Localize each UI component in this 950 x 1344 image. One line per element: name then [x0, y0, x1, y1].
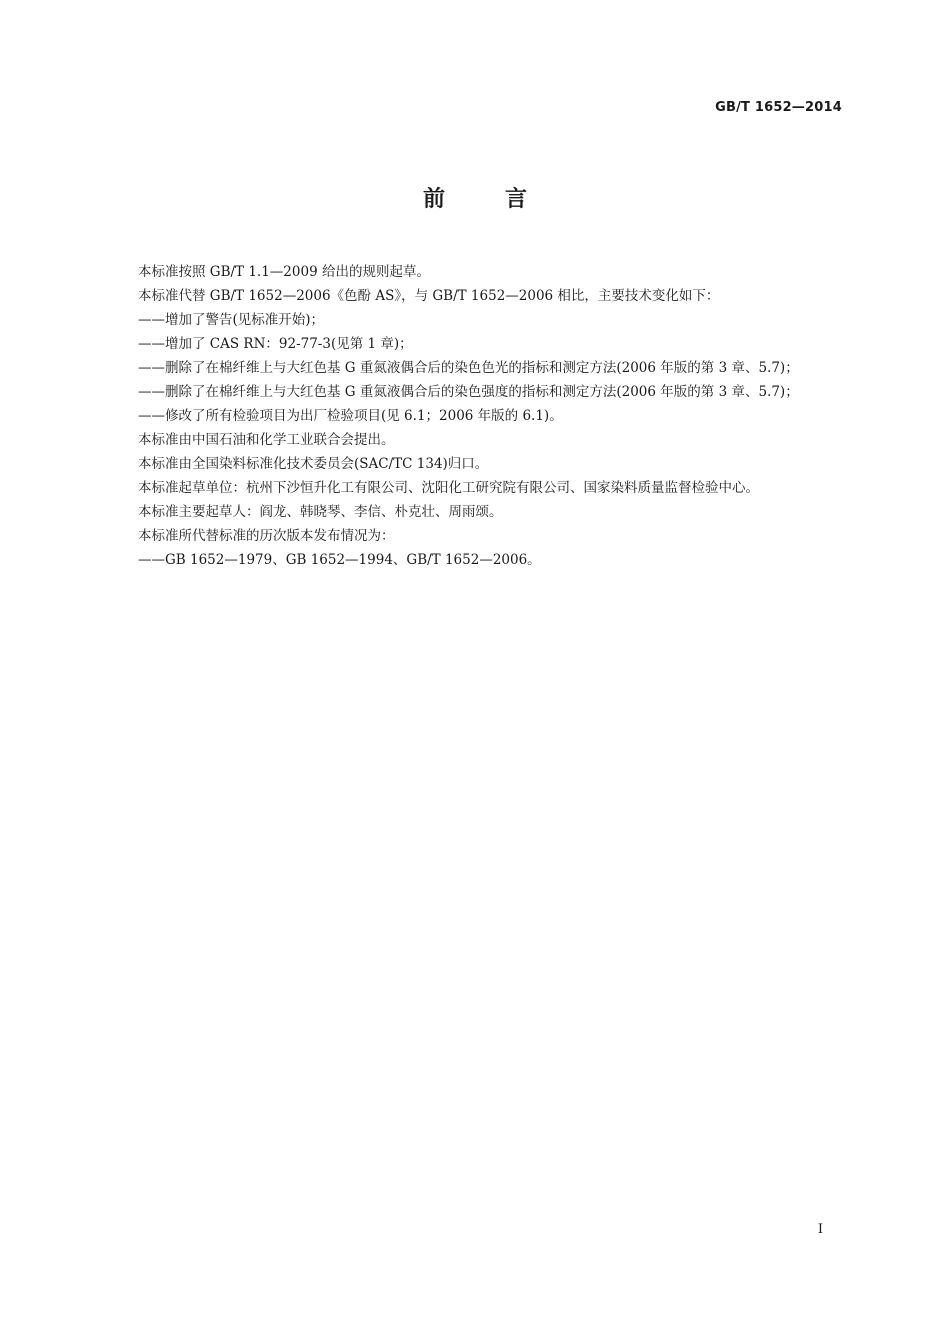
- paragraph-replacement: 本标准代替 GB/T 1652—2006《色酚 AS》，与 GB/T 1652—2006 相比，主要技术变化如下：: [138, 288, 720, 304]
- preface-body: [108, 260, 844, 572]
- document-code: GB/T 1652—2014: [715, 100, 842, 115]
- paragraph-history-intro: 本标准所代替标准的历次版本发布情况为：: [138, 528, 395, 544]
- change-item: ——删除了在棉纤维上与大红色基 G 重氮液偶合后的染色色光的指标和测定方法(2006 年版的第 3 章、5.7)；: [138, 360, 799, 376]
- change-item: ——修改了所有检验项目为出厂检验项目(见 6.1；2006 年版的 6.1)。: [138, 408, 563, 424]
- paragraph-committee: 本标准由全国染料标准化技术委员会(SAC/TC 134)归口。: [138, 456, 489, 472]
- page-number: I: [817, 1222, 823, 1237]
- paragraph-drafters: 本标准主要起草人：阎龙、韩晓琴、李信、朴克壮、周雨颂。: [138, 504, 503, 520]
- page-title: 前言: [422, 187, 587, 212]
- history-item: ——GB 1652—1979、GB 1652—1994、GB/T 1652—2006。: [138, 552, 541, 568]
- change-item: ——增加了警告(见标准开始)；: [138, 312, 325, 328]
- paragraph-proposer: 本标准由中国石油和化学工业联合会提出。: [138, 432, 395, 448]
- paragraph-drafting-units: 本标准起草单位：杭州下沙恒升化工有限公司、沈阳化工研究院有限公司、国家染料质量监督检验中心。: [138, 480, 759, 496]
- change-item: ——删除了在棉纤维上与大红色基 G 重氮液偶合后的染色强度的指标和测定方法(2006 年版的第 3 章、5.7)；: [138, 384, 799, 400]
- change-item: ——增加了 CAS RN：92-77-3(见第 1 章)；: [138, 336, 413, 352]
- paragraph-drafting-rules: 本标准按照 GB/T 1.1—2009 给出的规则起草。: [138, 264, 430, 280]
